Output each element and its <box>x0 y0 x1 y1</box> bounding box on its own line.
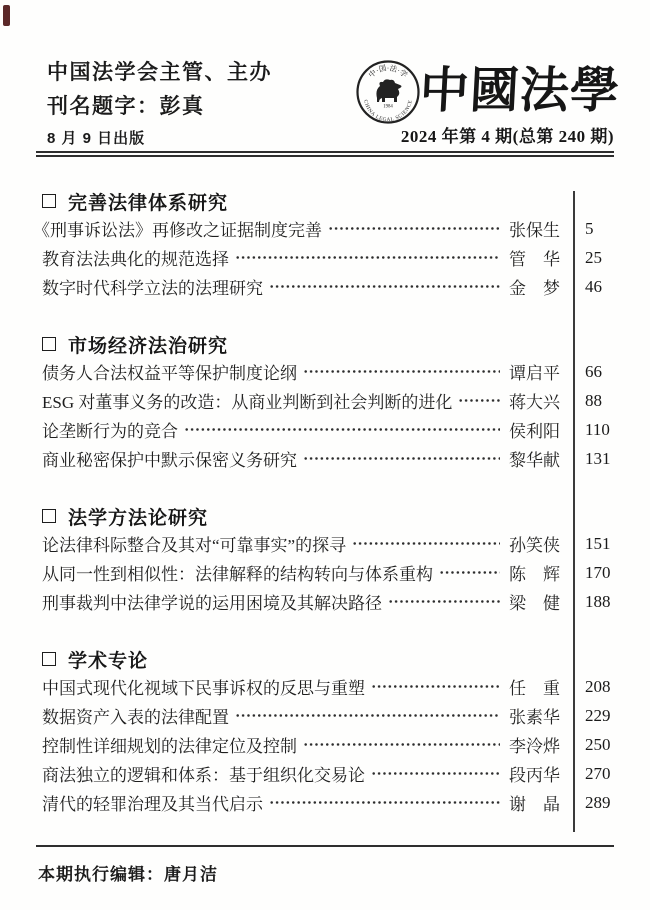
item-page-number: 88 <box>585 390 602 410</box>
item-author: 管 华 <box>509 250 560 269</box>
toc-item-row <box>36 243 614 272</box>
item-author: 陈 辉 <box>509 565 560 584</box>
leader-dots <box>235 249 500 266</box>
masthead-left <box>47 56 272 124</box>
seal-bottom-text: CHINA LEGAL SCIENCE <box>362 99 414 124</box>
item-title: 清代的轻罪治理及其当代启示 <box>42 795 263 814</box>
toc-item-row <box>36 386 614 415</box>
leader-dots <box>303 363 500 380</box>
leader-dots <box>371 678 500 695</box>
publisher-line: 中国法学会主管、主办 <box>47 61 272 84</box>
toc-item-row <box>36 788 614 817</box>
leader-dots <box>303 736 500 753</box>
item-title: ESG 对董事义务的改造：从商业判断到社会判断的进化 <box>42 393 453 412</box>
leader-dots <box>269 278 500 295</box>
item-title: 商业秘密保护中默示保密义务研究 <box>42 451 297 470</box>
section-heading <box>36 331 614 357</box>
section-title: 完善法律体系研究 <box>68 192 229 214</box>
toc-item-row <box>36 529 614 558</box>
toc-item-row <box>36 272 614 301</box>
issue-info: 2024 年第 4 期(总第 240 期) <box>400 127 614 146</box>
item-author: 张保生 <box>509 221 560 240</box>
item-title: 论垄断行为的竞合 <box>42 422 178 441</box>
item-page-number: 110 <box>585 419 610 439</box>
leader-dots <box>269 794 500 811</box>
item-title: 论法律科际整合及其对“可靠事实”的探寻 <box>42 536 347 555</box>
item-author: 金 梦 <box>509 279 560 298</box>
seal-top-text: 中·国·法·学 <box>366 63 410 80</box>
item-title: 《刑事诉讼法》再修改之证据制度完善 <box>33 221 322 240</box>
item-title: 控制性详细规划的法律定位及控制 <box>42 737 297 756</box>
leader-dots <box>328 220 500 237</box>
leader-dots <box>439 564 500 581</box>
item-title: 教育法法典化的规范选择 <box>42 250 229 269</box>
leader-dots <box>184 421 500 438</box>
section-title: 学术专论 <box>68 650 149 672</box>
item-author: 梁 健 <box>509 594 560 613</box>
item-title: 债务人合法权益平等保护制度论纲 <box>42 364 297 383</box>
item-page-number: 131 <box>585 448 611 468</box>
seal-animal-icon <box>376 79 401 102</box>
leader-dots <box>388 593 500 610</box>
toc-section <box>36 646 614 817</box>
item-title: 数字时代科学立法的法理研究 <box>42 279 263 298</box>
page-number-divider <box>573 191 575 832</box>
leader-dots <box>235 707 500 724</box>
section-title: 法学方法论研究 <box>68 507 209 529</box>
header-double-rule <box>36 151 614 157</box>
footer-editor-line: 本期执行编辑：唐月洁 <box>38 865 218 884</box>
toc-item-row <box>36 587 614 616</box>
section-bullet-square-icon <box>42 194 56 208</box>
toc-section <box>36 503 614 616</box>
section-heading <box>36 646 614 672</box>
item-page-number: 250 <box>585 734 611 754</box>
leader-dots <box>352 535 500 552</box>
item-author: 孙笑侠 <box>509 536 560 555</box>
leader-dots <box>371 765 500 782</box>
publish-date: 8 月 9 日出版 <box>47 130 146 147</box>
item-author: 谢 晶 <box>509 795 560 814</box>
item-page-number: 46 <box>585 276 602 296</box>
item-author: 段丙华 <box>509 766 560 785</box>
item-title: 刑事裁判中法律学说的运用困境及其解决路径 <box>42 594 382 613</box>
item-page-number: 66 <box>585 361 602 381</box>
item-page-number: 151 <box>585 533 611 553</box>
item-page-number: 229 <box>585 705 611 725</box>
item-author: 蒋大兴 <box>509 393 560 412</box>
item-author: 李泠烨 <box>509 737 560 756</box>
scan-ink-mark <box>3 5 10 26</box>
item-author: 任 重 <box>509 679 560 698</box>
toc-item-row <box>36 558 614 587</box>
toc-item-row <box>33 214 614 243</box>
item-page-number: 5 <box>585 218 594 238</box>
item-title: 商法独立的逻辑和体系：基于组织化交易论 <box>42 766 365 785</box>
journal-seal-logo <box>355 59 421 125</box>
toc-section <box>36 331 614 473</box>
toc-item-row <box>36 701 614 730</box>
section-heading <box>36 188 614 214</box>
toc-item-row <box>36 444 614 473</box>
section-bullet-square-icon <box>42 509 56 523</box>
calligrapher-line: 刊名题字：彭真 <box>47 95 205 118</box>
item-page-number: 188 <box>585 591 611 611</box>
item-page-number: 289 <box>585 792 611 812</box>
leader-dots <box>303 450 500 467</box>
journal-title-calligraphy: 中國法學 <box>418 63 622 118</box>
item-title: 中国式现代化视域下民事诉权的反思与重塑 <box>42 679 365 698</box>
item-author: 侯利阳 <box>509 422 560 441</box>
toc-item-row <box>36 759 614 788</box>
seal-year: 1984 <box>383 104 393 110</box>
table-of-contents <box>33 188 614 834</box>
footer-rule <box>36 845 614 847</box>
item-page-number: 25 <box>585 247 602 267</box>
item-author: 张素华 <box>509 708 560 727</box>
section-bullet-square-icon <box>42 337 56 351</box>
item-author: 谭启平 <box>509 364 560 383</box>
item-title: 数据资产入表的法律配置 <box>42 708 229 727</box>
leader-dots <box>458 392 500 409</box>
toc-item-row <box>36 415 614 444</box>
item-page-number: 208 <box>585 676 611 696</box>
toc-item-row <box>36 730 614 759</box>
toc-item-row <box>36 672 614 701</box>
item-author: 黎华献 <box>509 451 560 470</box>
section-title: 市场经济法治研究 <box>68 335 229 357</box>
section-bullet-square-icon <box>42 652 56 666</box>
item-title: 从同一性到相似性：法律解释的结构转向与体系重构 <box>42 565 433 584</box>
toc-item-row <box>36 357 614 386</box>
toc-section <box>33 188 614 301</box>
item-page-number: 170 <box>585 562 611 582</box>
item-page-number: 270 <box>585 763 611 783</box>
section-heading <box>36 503 614 529</box>
